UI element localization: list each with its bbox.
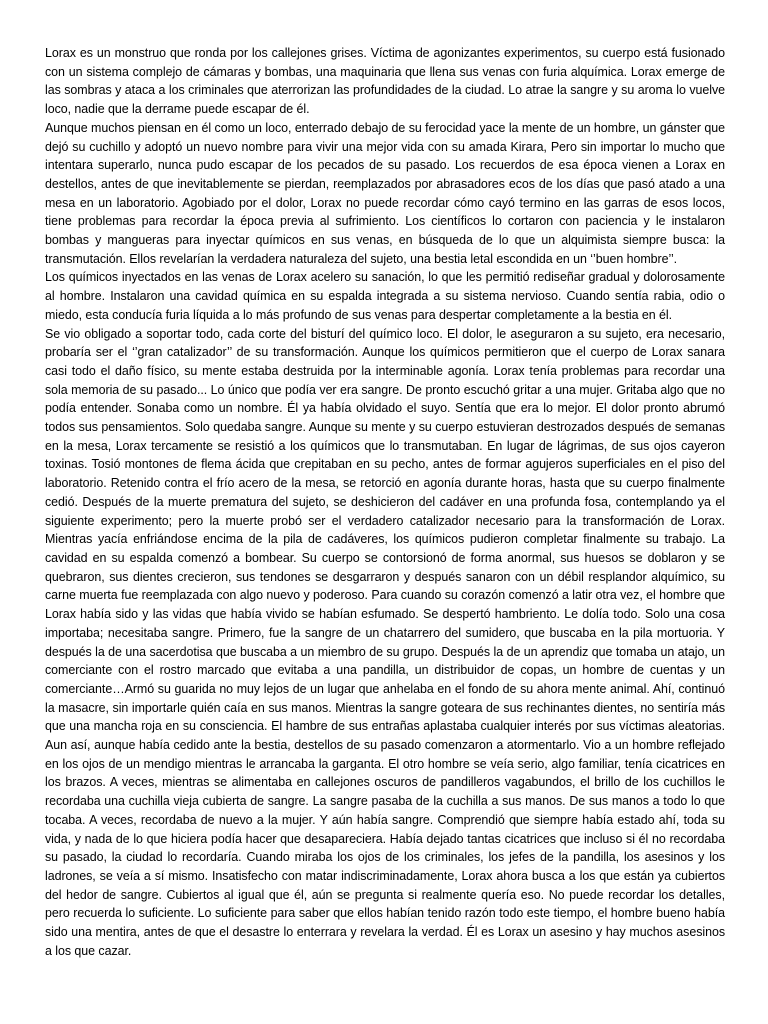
document-page <box>45 44 725 960</box>
paragraph-origin: Aunque muchos piensan en él como un loco, enterrado debajo de su ferocidad yace la mente de un hombre, un gánster que dejó su cuchillo y adoptó un nuevo nombre para vivir una mejor vida con su amada Kirara, Pero sin importar lo mucho que intentara superarlo, nunca pudo escapar de los pecados de su pasado. Los recuerdos de esa época vienen a Lorax en destellos, antes de que inevitablemente se pierdan, reemplazados por abrasadores ecos de los días que pasó atado a una mesa en un laboratorio. Agobiado por el dolor, Lorax no puede recordar cómo cayó termino en las garras de esos locos, tiene problemas para recordar la época previa al sufrimiento. Los científicos lo cortaron con paciencia y le instalaron bombas y mangueras para inyectar químicos en sus venas, en búsqueda de lo que un alquimista siempre busca: la transmutación. Ellos revelarían la verdadera naturaleza del sujeto, una bestia letal escondida en un ‘’buen hombre’’. <box>45 120 725 266</box>
paragraph-intro: Lorax es un monstruo que ronda por los callejones grises. Víctima de agonizantes experimentos, su cuerpo está fusionado con un sistema complejo de cámaras y bombas, una maquinaria que llena sus venas con furia alquímica. Lorax emerge de las sombras y ataca a los criminales que aterrorizan las profundidades de la ciudad. Lo atrae la sangre y su aroma lo vuelve loco, nadie que la derrame puede escapar de él. <box>45 46 725 117</box>
paragraph-transformation: Se vio obligado a soportar todo, cada corte del bisturí del químico loco. El dolor, le aseguraron a su sujeto, era necesario, probaría ser el ‘’gran catalizador’’ de su transformación. Aunque los químicos permitieron que el cuerpo de Lorax sanara casi todo el daño físico, su mente estaba destruida por la interminable agonía. Lorax tenía problemas para recordar una sola memoria de su pasado... Lo único que podía ver era sangre. De pronto escuchó gritar a una mujer. Gritaba algo que no podía entender. Sonaba como un nombre. Él ya había olvidado el suyo. Sentía que era lo mejor. El dolor pronto abrumó todos sus pensamientos. Solo quedaba sangre. Aunque su mente y su cuerpo estuvieran destrozados después de semanas en la mesa, Lorax tercamente se resistió a los químicos que lo transmutaban. En lugar de lágrimas, de sus ojos cayeron toxinas. Tosió montones de flema ácida que crepitaban en su pecho, antes de formar agujeros superficiales en el piso del laboratorio. Retenido contra el frío acero de la mesa, se retorció en agonía durante horas, hasta que su cuerpo finalmente cedió. Después de la muerte prematura del sujeto, se deshicieron del cadáver en una profunda fosa, contemplando ya el siguiente experimento; pero la muerte probó ser el verdadero catalizador necesario para la transformación de Lorax. Mientras yacía enfriándose encima de la pila de cadáveres, los químicos pudieron completar finalmente su trabajo. La cavidad en su espalda comenzó a bombear. Su cuerpo se contorsionó de forma anormal, sus huesos se doblaron y se quebraron, sus dientes crecieron, sus tendones se desgarraron y después sanaron con un débil resplandor alquímico, su carne muerta fue reemplazada con algo nuevo y poderoso. Para cuando su corazón comenzó a latir otra vez, el hombre que Lorax había sido y las vidas que había vivido se habían esfumado. Se despertó hambriento. Le dolía todo. Solo una cosa importaba; necesitaba sangre. Primero, fue la sangre de un chatarrero del sumidero, que buscaba en la pila mortuoria. Y después la de una sacerdotisa que buscaba a un miembro de su grupo. Después la de un aprendiz que tomaba un atajo, un comerciante con el rostro marcado que evitaba a una pandilla, un distribuidor de copas, un hombre de cuentas y un comerciante…Armó su guarida no muy lejos de un lugar que anhelaba en el fondo de su ahora mente animal. Ahí, continuó la masacre, sin importarle quién caía en sus manos. Mientras la sangre goteara de sus rechinantes dientes, no sentiría más que una mancha roja en su consciencia. El hambre de sus entrañas aplastaba cualquier interés por sus víctimas aleatorias. Aun así, aunque había cedido ante la bestia, destellos de su pasado comenzaron a atormentarlo. Vio a un hombre reflejado en los ojos de un mendigo mientras le arrancaba la garganta. El otro hombre se veía serio, algo familiar, tenía cicatrices en los brazos. A veces, mientras se alimentaba en callejones oscuros de pandilleros vagabundos, el brillo de los cuchillos le recordaba una cuchilla vieja cubierta de sangre. La sangre pasaba de la cuchilla a sus manos. De sus manos a todo lo que tocaba. A veces, recordaba de nuevo a la mujer. Y aún había sangre. Comprendió que siempre había estado ahí, toda su vida, y nada de lo que hiciera podía hacer que desapareciera. Había dejado tantas cicatrices que incluso si él no recordaba su pasado, la ciudad lo recordaría. Cuando miraba los ojos de los criminales, los jefes de la pandilla, los asesinos y los ladrones, se veía a sí mismo. Insatisfecho con matar indiscriminadamente, Lorax ahora busca a los que están ya cubiertos del hedor de sangre. Cubiertos al igual que él, aún se pregunta si realmente quería eso. No puede recordar los detalles, pero recuerda lo suficiente. Lo suficiente para saber que ellos habían tenido razón todo este tiempo, el hombre bueno había sido una mentira, antes de que el desastre lo enterrara y revelara la verdad. Él es Lorax un asesino y hay muchos asesinos a los que cazar. <box>45 326 725 958</box>
paragraph-chemicals: Los químicos inyectados en las venas de Lorax acelero su sanación, lo que les permitió rediseñar gradual y dolorosamente al hombre. Instalaron una cavidad química en su espalda integrada a su sistema nervioso. Cuando sentía rabia, odio o miedo, esta conducía furia líquida a lo más profundo de sus venas para despertar completamente a la bestia en él. <box>45 270 725 322</box>
